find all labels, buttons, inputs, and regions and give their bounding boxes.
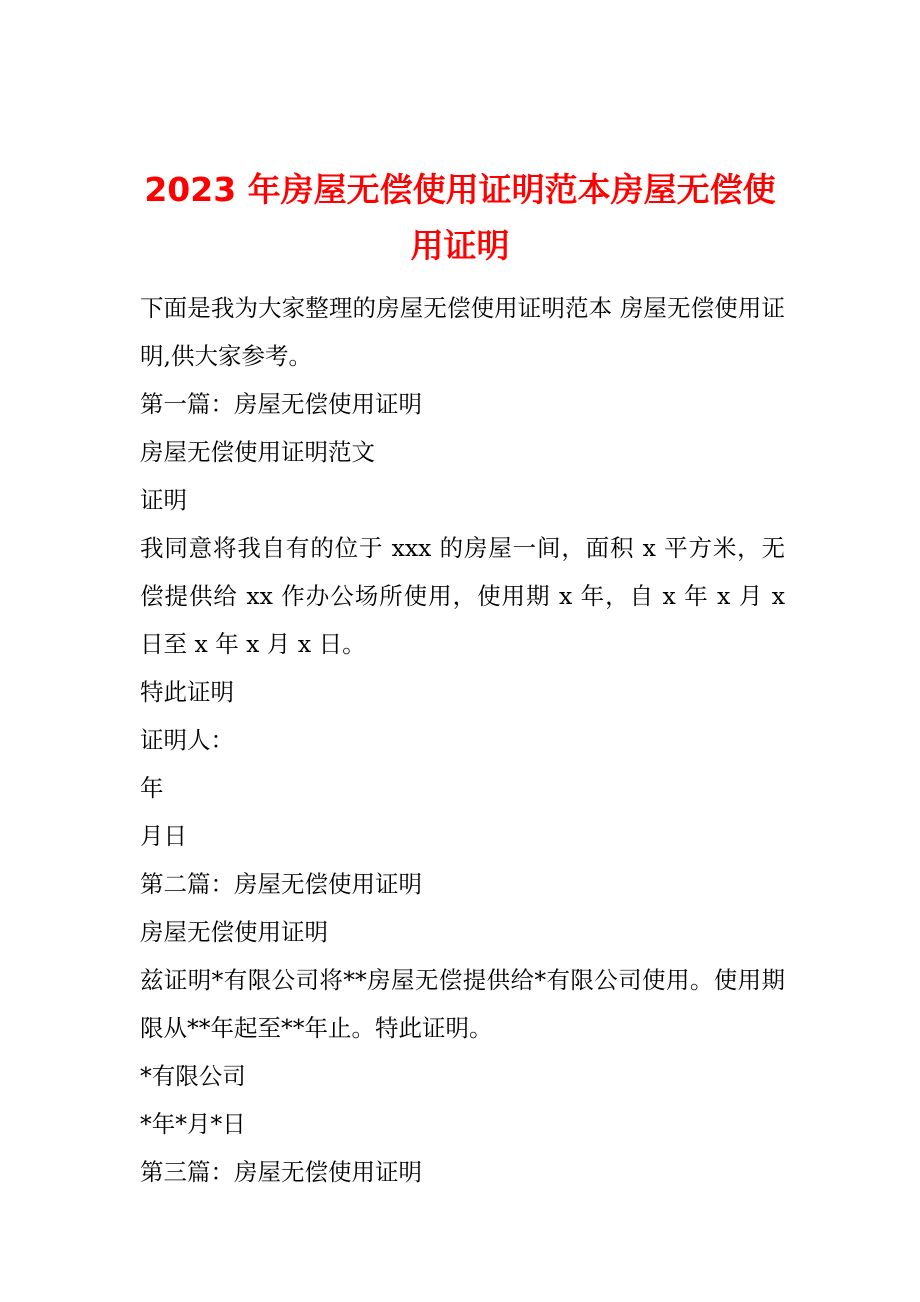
title-line-2: 用证明 [410, 226, 510, 266]
closing-line: 特此证明 [140, 678, 234, 706]
section-heading-2: 第二篇：房屋无偿使用证明 [140, 870, 422, 898]
certificate-body-2: 兹证明*有限公司将**房屋无偿提供给*有限公司使用。使用期限从**年起至**年止。特此证明。 [140, 966, 785, 1042]
date-month-day: 月日 [140, 822, 187, 850]
section-heading-1: 第一篇：房屋无偿使用证明 [140, 390, 422, 418]
date-year: 年 [140, 774, 164, 802]
intro-paragraph: 下面是我为大家整理的房屋无偿使用证明范本 房屋无偿使用证明,供大家参考。 [140, 294, 785, 370]
subheading: 房屋无偿使用证明范文 [140, 438, 375, 466]
certifier-label: 证明人： [140, 726, 234, 754]
document-body [140, 284, 785, 1196]
subheading-2: 房屋无偿使用证明 [140, 918, 328, 946]
certificate-label: 证明 [140, 486, 187, 514]
company-signature: *有限公司 [140, 1062, 246, 1090]
title-line-1: 2023 年房屋无偿使用证明范本房屋无偿使 [144, 170, 776, 210]
certificate-body: 我同意将我自有的位于 xxx 的房屋一间，面积 x 平方米，无偿提供给 xx 作办公场所使用，使用期 x 年，自 x 年 x 月 x 日至 x 年 x 月 x 日。 [140, 534, 785, 658]
document-title [120, 162, 800, 274]
section-heading-3: 第三篇：房屋无偿使用证明 [140, 1158, 422, 1186]
signature-date: *年*月*日 [140, 1110, 246, 1138]
